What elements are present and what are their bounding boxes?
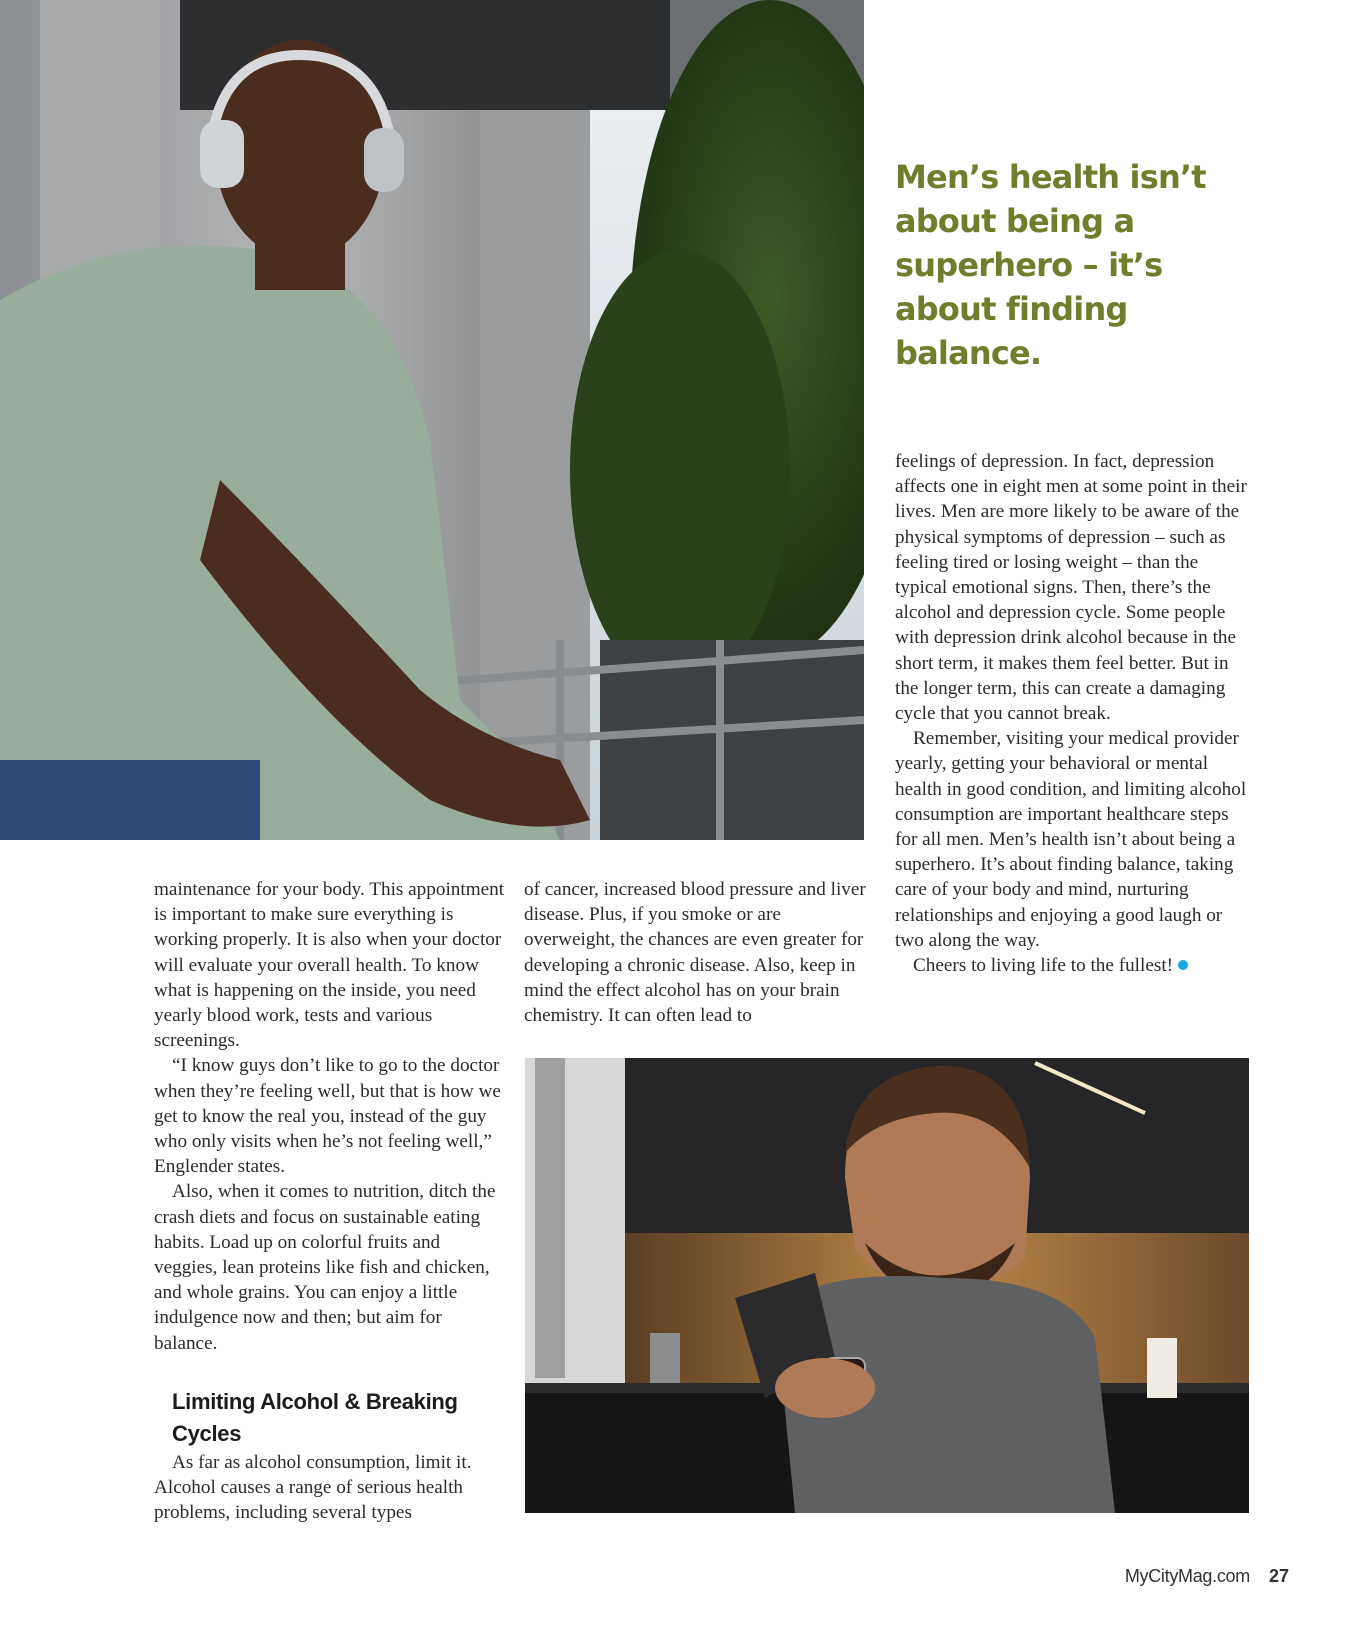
body-paragraph: of cancer, increased blood pressure and liver disease. Plus, if you smoke or are overweight, the chances are even greater for developing a chronic disease. Also, keep in mind the effect alcohol has on your brain chemistry. It can often lead to	[524, 879, 866, 1027]
article-column-left	[154, 877, 508, 1525]
section-subheading: Limiting Alcohol & Breaking Cycles	[172, 1388, 458, 1446]
body-paragraph: Also, when it comes to nutrition, ditch the crash diets and focus on sustainable eating habits. Load up on colorful fruits and veggies, lean proteins like fish and chicken, and whole grains. You can enjoy a little indulgence now and then; but aim for balance.	[154, 1181, 496, 1354]
pull-quote: Men’s health isn’t about being a superhero – it’s about finding balance.	[895, 158, 1206, 372]
photo-man-pouring-coffee-illustration	[525, 1058, 1249, 1513]
body-paragraph: maintenance for your body. This appointment is important to make sure everything is working properly. It is also when your doctor will evaluate your overall health. To know what is happening on the inside, you need yearly blood work, tests and various screenings.	[154, 879, 505, 1052]
page-number: 27	[1268, 1566, 1289, 1586]
body-paragraph: “I know guys don’t like to go to the doctor when they’re feeling well, but that is how we get to know the real you, instead of the guy who only visits when he’s not feeling well,” Englender states.	[154, 1055, 501, 1178]
photo-man-with-headphones-illustration	[0, 0, 864, 840]
page-footer	[1125, 1566, 1289, 1587]
body-paragraph: feelings of depression. In fact, depression affects one in eight men at some point in their lives. Men are more likely to be aware of the physical symptoms of depression – such as feeling tired or losing weight – than the typical emotional signs. Then, there’s the alcohol and depression cycle. Some people with depression drink alcohol because in the short term, it makes them feel better. But in the longer term, this can create a damaging cycle that you cannot break.	[895, 451, 1247, 725]
site-name: MyCityMag.com	[1124, 1566, 1250, 1586]
photo-man-pouring-coffee	[525, 1058, 1249, 1513]
article-column-middle	[524, 877, 874, 1028]
closing-line: Cheers to living life to the fullest!	[913, 955, 1174, 977]
body-paragraph: Remember, visiting your medical provider yearly, getting your behavioral or mental health in good condition, and limiting alcohol consumption are important healthcare steps for all men. Men’s health isn’t about being a superhero. It’s about finding balance, taking care of your body and mind, nurturing relationships and enjoying a good laugh or two along the way.	[895, 728, 1247, 951]
article-column-right	[895, 449, 1250, 978]
end-of-article-dot-icon	[1178, 960, 1188, 970]
closing-paragraph	[895, 953, 1250, 978]
body-paragraph: As far as alcohol consumption, limit it. Alcohol causes a range of serious health problems, including several types	[154, 1451, 472, 1524]
photo-man-with-headphones	[0, 0, 864, 840]
